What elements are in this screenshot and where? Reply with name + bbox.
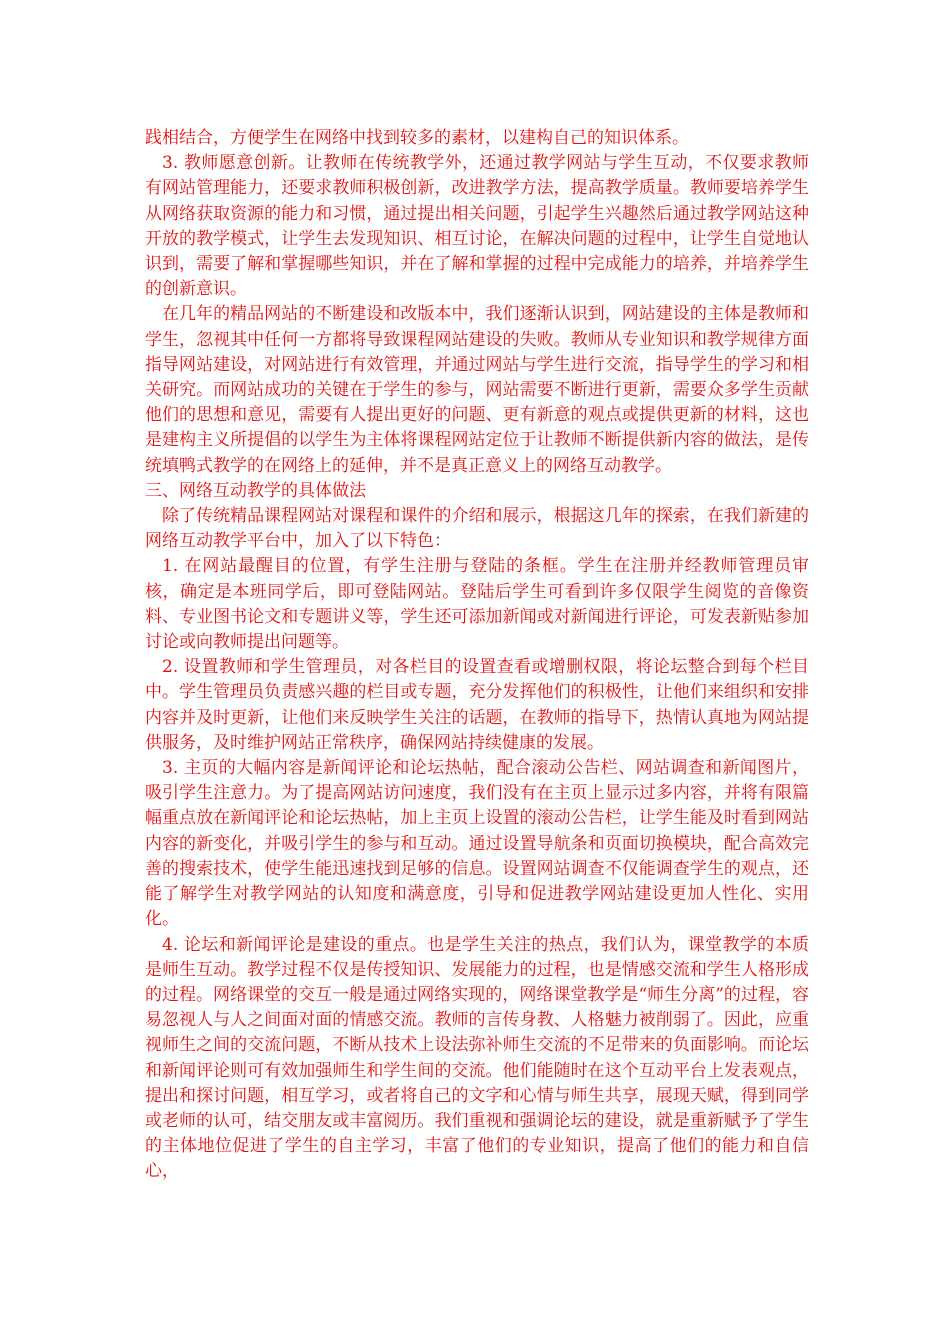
paragraph-item-3-teacher-innovation: 3. 教师愿意创新。让教师在传统教学外，还通过教学网站与学生互动，不仅要求教师有网站管理能力，还要求教师积极创新，改进教学方法，提高教学质量。教师要培养学生从网络获取资源的能力和习惯，通过提出相关问题，引起学生兴趣然后通过教学网站这种开放的教学模式，让学生去发现知识、相互讨论，在解决问题的过程中，让学生自觉地认识到，需要了解和掌握哪些知识，并在了解和掌握的过程中完成能力的培养，并培养学生的创新意识。	[145, 153, 809, 300]
paragraph-item-2-admins: 2. 设置教师和学生管理员，对各栏目的设置查看或增删权限，将论坛整合到每个栏目中。学生管理员负责感兴趣的栏目或专题，充分发挥他们的积极性，让他们来组织和安排内容并及时更新，让他们来反映学生关注的话题，在教师的指导下，热情认真地为网站提供服务，及时维护网站正常秩序，确保网站持续健康的发展。	[145, 657, 809, 753]
paragraph-item-1-login: 1. 在网站最醒目的位置，有学生注册与登陆的条框。学生在注册并经教师管理员审核，确定是本班同学后，即可登陆网站。登陆后学生可看到许多仅限学生阅览的音像资料、专业图书论文和专题讲义等，学生还可添加新闻或对新闻进行评论，可发表新贴参加讨论或向教师提出问题等。	[145, 556, 809, 653]
document-body	[145, 126, 809, 1185]
paragraph-continuation: 践相结合，方便学生在网络中找到较多的素材，以建构自己的知识体系。	[145, 128, 689, 148]
section-heading: 三、网络互动教学的具体做法	[145, 480, 366, 501]
paragraph-website-construction: 在几年的精品网站的不断建设和改版本中，我们逐渐认识到，网站建设的主体是教师和学生，忽视其中任何一方都将导致课程网站建设的失败。教师从专业知识和教学规律方面指导网站建设，对网站进行有效管理，并通过网站与学生进行交流，指导学生的学习和相关研究。而网站成功的关键在于学生的参与，网站需要不断进行更新，需要众多学生贡献他们的思想和意见，需要有人提出更好的问题、更有新意的观点或提供更新的材料，这也是建构主义所提倡的以学生为主体将课程网站定位于让教师不断提供新内容的做法，是传统填鸭式教学的在网络上的延伸，并不是真正意义上的网络互动教学。	[145, 304, 809, 476]
paragraph-item-3-homepage: 3. 主页的大幅内容是新闻评论和论坛热帖，配合滚动公告栏、网站调查和新闻图片，吸引学生注意力。为了提高网站访问速度，我们没有在主页上显示过多内容，并将有限篇幅重点放在新闻评论和论坛热帖，加上主页上设置的滚动公告栏，让学生能及时看到网站内容的新变化，并吸引学生的参与和互动。通过设置导航条和页面切换模块，配合高效完善的搜索技术，使学生能迅速找到足够的信息。设置网站调查不仅能调查学生的观点，还能了解学生对教学网站的认知度和满意度，引导和促进教学网站建设更加人性化、实用化。	[145, 758, 809, 930]
paragraph-item-4-forum: 4. 论坛和新闻评论是建设的重点。也是学生关注的热点，我们认为，课堂教学的本质是师生互动。教学过程不仅是传授知识、发展能力的过程，也是情感交流和学生人格形成的过程。网络课堂的交互一般是通过网络实现的，网络课堂教学是“师生分离”的过程，容易忽视人与人之间面对面的情感交流。教师的言传身教、人格魅力被削弱了。因此，应重视师生之间的交流问题，不断从技术上设法弥补师生交流的不足带来的负面影响。而论坛和新闻评论则可有效加强师生和学生间的交流。他们能随时在这个互动平台上发表观点，提出和探讨问题，相互学习，或者将自己的文字和心情与师生共享，展现天赋，得到同学或老师的认可，结交朋友或丰富阅历。我们重视和强调论坛的建设，就是重新赋予了学生的主体地位促进了学生的自主学习，丰富了他们的专业知识，提高了他们的能力和自信心，	[145, 934, 809, 1182]
paragraph-intro-features: 除了传统精品课程网站对课程和课件的介绍和展示，根据这几年的探索，在我们新建的网络互动教学平台中，加入了以下特色：	[145, 506, 809, 552]
